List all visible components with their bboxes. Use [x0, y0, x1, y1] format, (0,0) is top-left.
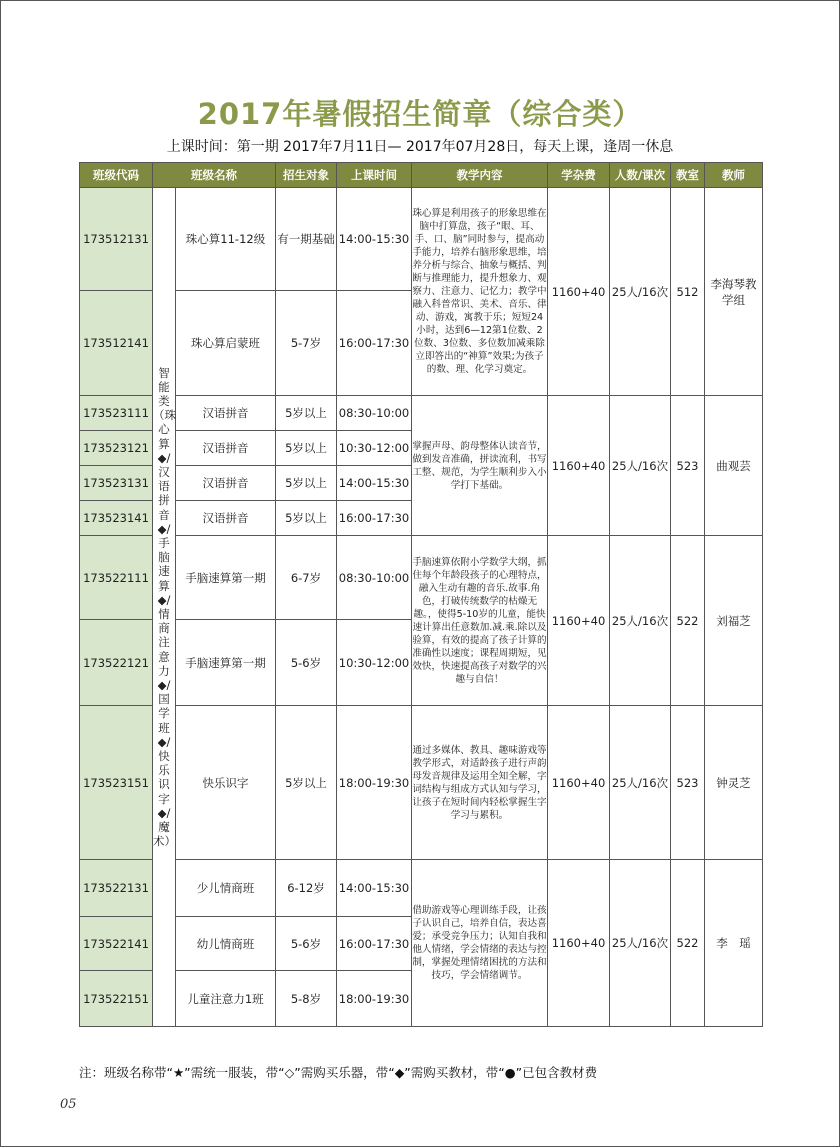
- class-code: 173512131: [80, 188, 153, 291]
- class-code: 173522151: [80, 971, 153, 1027]
- class-teacher: 李海琴教学组: [705, 188, 763, 396]
- header-code: 班级代码: [80, 163, 153, 188]
- class-time: 16:00-17:30: [337, 291, 412, 396]
- table-row: [80, 860, 763, 917]
- class-size: 25人/16次: [610, 706, 671, 860]
- class-content: 通过多媒体、教具、趣味游戏等教学形式，对适龄孩子进行声韵母发音规律及运用全知全解，字词结构与组成方式认知与学习，让孩子在短时间内轻松掌握生字学习与累积。: [412, 706, 548, 860]
- class-name: 幼儿情商班: [176, 917, 276, 971]
- class-content: 珠心算是利用孩子的形象思维在脑中打算盘，孩子“眼、耳、手、口、脑”同时参与，提高动手能力，培养右脑形象思维，培养分析与综合、抽象与概括、判断与推理能力，提升想象力、观察力、注意力、记忆力；教学中融入科普常识、美术、音乐、律动、游戏，寓教于乐；短短24小时，达到6—12第1位数、2位数、3位数、多位数加减乘除立即答出的“神算”效果;为孩子的数、理、化学习奠定。: [412, 188, 548, 396]
- class-code: 173522121: [80, 620, 153, 706]
- class-teacher: 曲观芸: [705, 396, 763, 536]
- schedule-subtitle: 上课时间：第一期 2017年7月11日— 2017年07月28日，每天上课，逢周一休息: [166, 139, 674, 155]
- class-size: 25人/16次: [610, 860, 671, 1027]
- table-row: [80, 706, 763, 860]
- class-time: 08:30-10:00: [337, 396, 412, 431]
- page-number: 05: [60, 1097, 77, 1112]
- class-target: 5岁以上: [276, 396, 337, 431]
- class-fee: 1160+40: [548, 706, 610, 860]
- class-code: 173523141: [80, 501, 153, 536]
- table-row: [80, 396, 763, 431]
- class-size: 25人/16次: [610, 536, 671, 706]
- table-row: [80, 536, 763, 620]
- class-code: 173523151: [80, 706, 153, 860]
- class-time: 16:00-17:30: [337, 917, 412, 971]
- category-label: 智能类（珠心算◆/汉语拼音◆/手脑速算◆/情商注意力◆/国学班◆/快乐识字◆/魔术）: [153, 188, 176, 1027]
- class-code: 173522131: [80, 860, 153, 917]
- footnote: 注：班级名称带“★”需统一服装，带“◇”需购买乐器，带“◆”需购买教材，带“●”已包含教材费: [79, 1065, 598, 1080]
- class-code: 173522111: [80, 536, 153, 620]
- class-size: 25人/16次: [610, 188, 671, 396]
- class-fee: 1160+40: [548, 396, 610, 536]
- class-teacher: 刘福芝: [705, 536, 763, 706]
- class-content: 掌握声母、韵母整体认读音节，做到发音准确，拼读流利，书写工整、规范，为学生顺利步入小学打下基础。: [412, 396, 548, 536]
- class-teacher: 钟灵芝: [705, 706, 763, 860]
- class-code: 173512141: [80, 291, 153, 396]
- class-name: 快乐识字: [176, 706, 276, 860]
- class-teacher: 李 瑶: [705, 860, 763, 1027]
- class-name: 汉语拼音: [176, 501, 276, 536]
- class-code: 173522141: [80, 917, 153, 971]
- class-name: 珠心算启蒙班: [176, 291, 276, 396]
- header-name: 班级名称: [153, 163, 276, 188]
- class-room: 522: [671, 860, 705, 1027]
- schedule-table: [79, 162, 763, 1027]
- class-fee: 1160+40: [548, 188, 610, 396]
- class-room: 512: [671, 188, 705, 396]
- class-target: 5-8岁: [276, 971, 337, 1027]
- class-target: 5-6岁: [276, 620, 337, 706]
- table-row: [80, 188, 763, 291]
- header-room: 教室: [671, 163, 705, 188]
- class-time: 18:00-19:30: [337, 706, 412, 860]
- class-time: 14:00-15:30: [337, 188, 412, 291]
- class-code: 173523131: [80, 466, 153, 501]
- class-size: 25人/16次: [610, 396, 671, 536]
- class-room: 522: [671, 536, 705, 706]
- class-name: 汉语拼音: [176, 396, 276, 431]
- class-name: 儿童注意力1班: [176, 971, 276, 1027]
- class-target: 6-12岁: [276, 860, 337, 917]
- class-target: 5-7岁: [276, 291, 337, 396]
- class-room: 523: [671, 396, 705, 536]
- class-time: 14:00-15:30: [337, 860, 412, 917]
- class-name: 汉语拼音: [176, 466, 276, 501]
- class-target: 5岁以上: [276, 431, 337, 466]
- header-size: 人数/课次: [610, 163, 671, 188]
- class-name: 手脑速算第一期: [176, 536, 276, 620]
- class-target: 5-6岁: [276, 917, 337, 971]
- table-header-row: [80, 163, 763, 188]
- class-name: 珠心算11-12级: [176, 188, 276, 291]
- header-teacher: 教师: [705, 163, 763, 188]
- class-time: 18:00-19:30: [337, 971, 412, 1027]
- class-fee: 1160+40: [548, 536, 610, 706]
- header-fee: 学杂费: [548, 163, 610, 188]
- class-target: 6-7岁: [276, 536, 337, 620]
- class-name: 少儿情商班: [176, 860, 276, 917]
- class-target: 有一期基础: [276, 188, 337, 291]
- class-time: 16:00-17:30: [337, 501, 412, 536]
- class-content: 手脑速算依附小学数学大纲，抓住每个年龄段孩子的心理特点，融入生动有趣的音乐.故事.角色，打破传统数学的枯燥无趣。，使得5-10岁的儿童，能快速计算出任意数加.减.乘.除以及验算，有效的提高了孩子计算的准确性以速度；课程周期短，见效快，快速提高孩子对数学的兴趣与自信！: [412, 536, 548, 706]
- class-time: 08:30-10:00: [337, 536, 412, 620]
- class-code: 173523121: [80, 431, 153, 466]
- class-fee: 1160+40: [548, 860, 610, 1027]
- class-room: 523: [671, 706, 705, 860]
- class-name: 汉语拼音: [176, 431, 276, 466]
- class-target: 5岁以上: [276, 466, 337, 501]
- page-title: 2017年暑假招生简章（综合类）: [197, 97, 643, 131]
- class-time: 14:00-15:30: [337, 466, 412, 501]
- class-time: 10:30-12:00: [337, 620, 412, 706]
- class-content: 借助游戏等心理训练手段，让孩子认识自己，培养自信，表达喜爱；承受竞争压力；认知自我和他人情绪，学会情绪的表达与控制，掌握处理情绪困扰的方法和技巧，学会情绪调节。: [412, 860, 548, 1027]
- header-time: 上课时间: [337, 163, 412, 188]
- header-target: 招生对象: [276, 163, 337, 188]
- class-name: 手脑速算第一期: [176, 620, 276, 706]
- header-content: 教学内容: [412, 163, 548, 188]
- class-code: 173523111: [80, 396, 153, 431]
- class-target: 5岁以上: [276, 706, 337, 860]
- class-target: 5岁以上: [276, 501, 337, 536]
- class-time: 10:30-12:00: [337, 431, 412, 466]
